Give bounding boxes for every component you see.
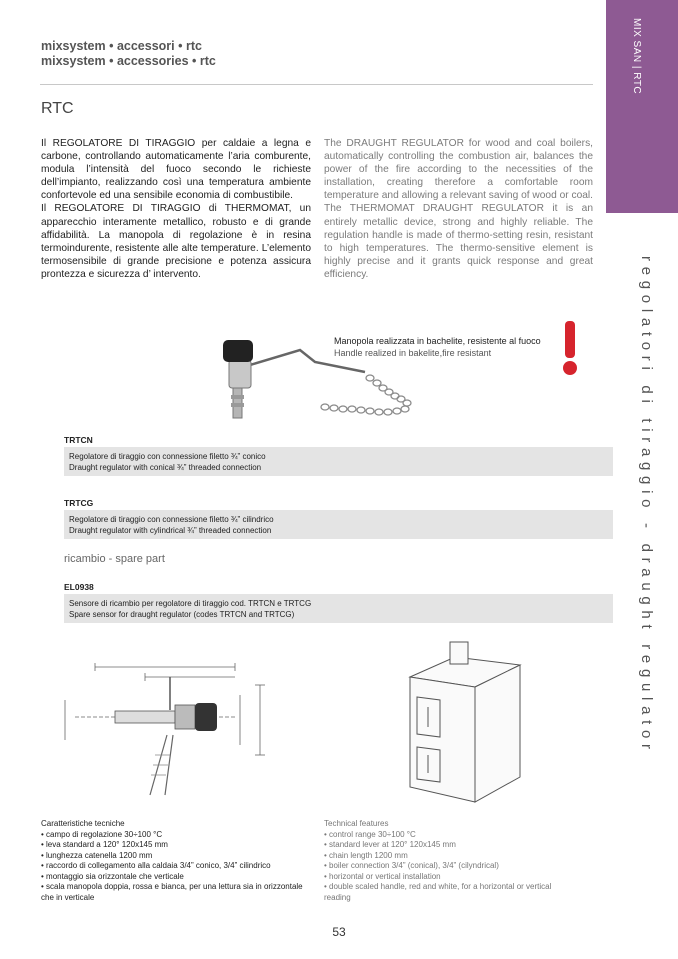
spare-desc-it: Sensore di ricambio per regolatore di tiraggio cod. TRTCN e TRTCG bbox=[69, 599, 312, 608]
intro-it-p1: per caldaie a legna e carbone, controllando automaticamente l’aria comburente, modula l’intensità del fuoco secondo le richieste dell’impianto, realizzando così una temperatura ambiente confortevole ed una sensibile economia di combustibile. bbox=[41, 138, 312, 202]
spare-part-heading: ricambio - spare part bbox=[64, 553, 165, 565]
product-desc-en: Draught regulator with conical ¾” threaded connection bbox=[69, 463, 262, 472]
handle-note-it: Manopola realizzata in bachelite, resistente al fuoco bbox=[334, 336, 541, 346]
feature-item: • standard lever at 120° 120x145 mm bbox=[324, 840, 456, 849]
features-it-title: Caratteristiche tecniche bbox=[41, 819, 125, 828]
feature-item: • horizontal or vertical installation bbox=[324, 871, 441, 881]
technical-drawing bbox=[55, 655, 280, 805]
warning-exclamation-icon bbox=[565, 321, 575, 358]
header-divider bbox=[40, 84, 593, 85]
feature-item: • lunghezza catenella 1200 mm bbox=[41, 850, 153, 860]
product-description-box bbox=[64, 447, 613, 476]
feature-item: • raccordo di collegamento alla caldaia 3/4” conico, 3/4” cilindrico bbox=[41, 861, 271, 870]
handle-note bbox=[334, 335, 541, 359]
header-line-en: mixsystem • accessories • rtc bbox=[41, 54, 216, 68]
boiler-drawing bbox=[395, 637, 535, 807]
features-en bbox=[324, 819, 579, 903]
section-title: RTC bbox=[41, 100, 74, 117]
feature-item: • scala manopola doppia, rossa e bianca, per una lettura sia in orizzontale che in verticale bbox=[41, 882, 303, 902]
spare-code: EL0938 bbox=[64, 582, 94, 592]
product-desc-it: Regolatore di tiraggio con connessione filetto ¾” conico bbox=[69, 452, 266, 461]
handle-note-en: Handle realized in bakelite,fire resistant bbox=[334, 348, 492, 358]
features-en-title: Technical features bbox=[324, 819, 389, 828]
features-it bbox=[41, 819, 309, 903]
feature-item: • campo di regolazione 30÷100 °C bbox=[41, 829, 163, 839]
product-code: TRTCN bbox=[64, 435, 93, 445]
side-tab bbox=[606, 0, 678, 213]
feature-item: • control range 30÷100 °C bbox=[324, 829, 416, 839]
product-description-box bbox=[64, 510, 613, 539]
product-desc-en: Draught regulator with cylindrical ¾” threaded connection bbox=[69, 526, 272, 535]
intro-text-it bbox=[41, 137, 311, 281]
side-tab-label: MIX SAN | RTC bbox=[631, 18, 642, 95]
intro-it-lead: Il REGOLATORE DI TIRAGGIO bbox=[41, 138, 196, 149]
header-line-it: mixsystem • accessori • rtc bbox=[41, 39, 202, 53]
spare-description-box bbox=[64, 594, 613, 623]
spare-desc-en: Spare sensor for draught regulator (codes TRTCN and TRTCG) bbox=[69, 610, 295, 619]
side-section-title: regolatori di tiraggio - draught regulator bbox=[638, 256, 655, 755]
intro-text-en: The DRAUGHT REGULATOR for wood and coal boilers, automatically controlling the combustion air, balances the power of the fire according to the necessities of the installation, creating therefore a comfortable room temperature and allowing a relevant saving of wood or coal. The THERMOMAT DRAUGHT REGULATOR it is an entirely metallic device, strong and highly reliable. The regulation handle is made of thermo-setting resin, resistant to high temperatures. The thermo-sensitive element is highly precise and it grants quick response and great efficiency. bbox=[324, 138, 593, 280]
page-number: 53 bbox=[332, 925, 346, 939]
feature-item: • montaggio sia orizzontale che verticale bbox=[41, 871, 184, 881]
feature-item: • boiler connection 3/4” (conical), 3/4” (cilyndrical) bbox=[324, 861, 499, 870]
product-desc-it: Regolatore di tiraggio con connessione filetto ¾” cilindrico bbox=[69, 515, 274, 524]
header-breadcrumb bbox=[41, 39, 216, 69]
feature-item: • chain length 1200 mm bbox=[324, 850, 408, 860]
product-code: TRTCG bbox=[64, 498, 94, 508]
warning-exclamation-dot-icon bbox=[563, 361, 577, 375]
feature-item: • double scaled handle, red and white, for a horizontal or vertical reading bbox=[324, 882, 552, 902]
feature-item: • leva standard a 120° 120x145 mm bbox=[41, 840, 168, 849]
intro-it-p2: Il REGOLATORE DI TIRAGGIO di THERMOMAT, un apparecchio interamente metallico, robusto e di grande affidabilità. La manopola di regolazione è in resina termoindurente, resistente alle alte temperature. L’elemento termosensibile di grande precisione e potenza assicura prontezza e sicurezza d’ intervento. bbox=[41, 203, 311, 280]
